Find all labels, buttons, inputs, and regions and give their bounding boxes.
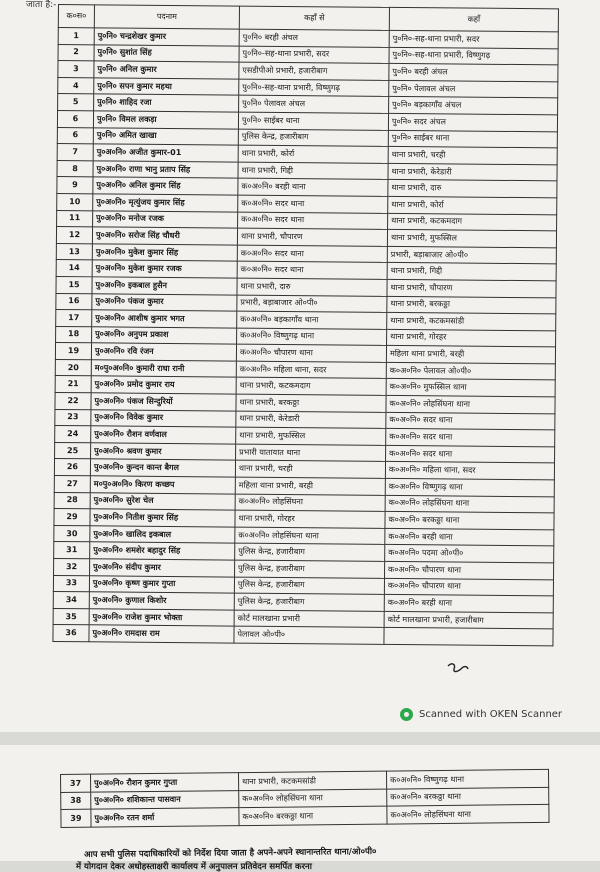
to-cell xyxy=(384,628,553,646)
serial-no-cell: 6 xyxy=(57,110,93,127)
transfer-table-continued xyxy=(60,769,550,828)
to-cell: क०अ०नि० विष्णुगढ़ थाना xyxy=(385,478,554,496)
from-cell: क०अ०नि० लोहसिंघना थाना xyxy=(235,527,385,545)
from-cell: पु०नि० साईबर थाना xyxy=(238,112,388,130)
designation-cell: पु०नि० सुशांत सिंह xyxy=(94,44,239,62)
to-cell: क०अ०नि० चौपारण थाना xyxy=(384,578,553,596)
to-cell: क०अ०नि० लोहसिंघना थाना xyxy=(386,395,555,413)
from-cell: क०अ०नि० विष्णुगढ़ थाना xyxy=(237,328,387,346)
header-designation: पदनाम xyxy=(94,5,239,29)
from-cell: थाना प्रभारी, मुफस्सिल xyxy=(236,427,386,445)
to-cell: क०अ०नि० विष्णुगढ़ थाना xyxy=(386,769,548,788)
serial-no-cell: 30 xyxy=(54,525,90,542)
designation-cell: पु०अ०नि० प्रमोद कुमार राय xyxy=(91,376,236,394)
from-cell: क०अ०नि० सदर थाना xyxy=(237,245,387,263)
serial-no-cell: 15 xyxy=(56,276,92,293)
from-cell: पुलिस केन्द्र, हजारीबाग xyxy=(234,577,384,595)
signature-mark-icon xyxy=(446,660,470,676)
to-cell: कोर्ट मालखाना प्रभारी, हजारीबाग xyxy=(384,611,553,629)
to-cell: थाना प्रभारी, गोरहर xyxy=(387,329,556,347)
serial-no-cell: 35 xyxy=(53,608,89,625)
to-cell: क०अ०नि० सदर थाना xyxy=(386,445,555,463)
designation-cell: पु०अ०नि० पंकज सिन्दुरियों xyxy=(91,393,236,411)
to-cell: थाना प्रभारी, मुफस्सिल xyxy=(387,230,556,248)
from-cell: क०अ०नि० बरही थाना xyxy=(238,178,388,196)
from-cell: थाना प्रभारी, गिद्दी xyxy=(238,162,388,180)
designation-cell: पु०नि० विमल लकड़ा xyxy=(93,111,238,129)
to-cell: क०अ०नि० महिला थाना, सदर xyxy=(385,462,554,480)
to-cell: क०अ०नि० पेलावल ओ०पी० xyxy=(386,362,555,380)
to-cell: थाना प्रभारी, कटकमसांडी xyxy=(387,312,556,330)
to-cell: क०अ०नि० बरही थाना xyxy=(384,595,553,613)
from-cell: थाना प्रभारी, कटकमसांडी xyxy=(238,771,386,790)
serial-no-cell: 3 xyxy=(58,61,94,78)
to-cell: क०अ०नि० बरकठ्ठा थाना xyxy=(385,512,554,530)
from-cell: क०अ०नि० बरकठ्ठा थाना xyxy=(239,806,387,825)
transfer-table xyxy=(52,4,559,646)
designation-cell: पु०अ०नि० मुकेश कुमार रजक xyxy=(92,260,237,278)
from-cell: थाना प्रभारी, कटकमदाग xyxy=(236,378,386,396)
designation-cell: पु०अ०नि० आशीष कुमार भगत xyxy=(92,310,237,328)
serial-no-cell: 39 xyxy=(61,809,91,827)
serial-no-cell: 7 xyxy=(57,144,93,161)
from-cell: क०अ०नि० चौपारण थाना xyxy=(236,344,386,362)
serial-no-cell: 33 xyxy=(53,575,89,592)
from-cell: क०अ०नि० सदर थाना xyxy=(237,261,387,279)
from-cell: पुलिस केन्द्र, हजारीबाग xyxy=(238,129,388,147)
to-cell: पु०नि० पेलावल अंचल xyxy=(389,80,558,98)
header-to: कहाँ xyxy=(389,7,558,31)
serial-no-cell: 4 xyxy=(58,77,94,94)
to-cell: पु०नि० साईबर थाना xyxy=(388,130,557,148)
designation-cell: म०पु०अ०नि० कुमारी राधा रानी xyxy=(91,360,236,378)
oken-logo-icon xyxy=(400,708,413,721)
from-cell: क०अ०नि० लोहसिंघना xyxy=(235,494,385,512)
serial-no-cell: 12 xyxy=(56,227,92,244)
designation-cell: पु०अ०नि० अजीत कुमार-01 xyxy=(93,144,238,162)
to-cell: क०अ०नि० बरकठ्ठा थाना xyxy=(387,787,549,806)
to-cell: महिला थाना प्रभारी, बरही xyxy=(386,346,555,364)
scanned-page-2 xyxy=(0,745,600,872)
from-cell: थाना प्रभारी, दारु xyxy=(237,278,387,296)
from-cell: प्रभारी, बड़ाबाजार ओ०पी० xyxy=(237,295,387,313)
from-cell: थाना प्रभारी, चरही xyxy=(235,461,385,479)
to-cell: थाना प्रभारी, गिद्दी xyxy=(387,263,556,281)
designation-cell: पु०अ०नि० रतन शर्मा xyxy=(91,808,239,827)
serial-no-cell: 24 xyxy=(55,426,91,443)
from-cell: पु०नि०-सह-थाना प्रभारी, विष्णुगढ़ xyxy=(239,79,389,97)
to-cell: क०अ०नि० लोहसिंघना थाना xyxy=(387,804,549,823)
to-cell: क०अ०नि० लोहसिंघना थाना xyxy=(385,495,554,513)
to-cell: पु०नि०-सह-थाना प्रभारी, विष्णुगढ़ xyxy=(389,47,558,65)
to-cell: क०अ०नि० चौपारण थाना xyxy=(385,561,554,579)
from-cell: क०अ०नि० बड़कागाँव थाना xyxy=(237,311,387,329)
to-cell: पु०नि० बड़कागाँव अंचल xyxy=(389,97,558,115)
to-cell: क०अ०नि० मुफस्सिल थाना xyxy=(386,379,555,397)
header-serial-no: क०स० xyxy=(58,5,94,28)
from-cell: पुलिस केन्द्र, हजारीबाग xyxy=(235,543,385,561)
from-cell: थाना प्रभारी, गोरहर xyxy=(235,510,385,528)
to-cell: थाना प्रभारी, कोर्रा xyxy=(388,196,557,214)
instruction-line-2: में योगदान देकर अधोहस्ताक्षरी कार्यालय में अनुपालन प्रतिवेदन समर्पित करना xyxy=(76,862,312,872)
designation-cell: पु०नि० अमित खाखा xyxy=(93,127,238,145)
to-cell: क०अ०नि० सदर थाना xyxy=(386,412,555,430)
designation-cell: पु०अ०नि० रौशन कुमार गुप्ता xyxy=(91,773,239,792)
table-row xyxy=(61,804,549,827)
from-cell: क०अ०नि० लोहसिंघना थाना xyxy=(239,789,387,808)
designation-cell: पु०अ०नि० सुरेश चेल xyxy=(90,492,235,510)
serial-no-cell: 32 xyxy=(54,558,90,575)
from-cell: पेलावल ओ०पी० xyxy=(234,626,384,644)
serial-no-cell: 23 xyxy=(55,409,91,426)
designation-cell: पु०अ०नि० इकबाल हुसैन xyxy=(92,277,237,295)
from-cell: थाना प्रभारी, बरकठ्ठा xyxy=(236,394,386,412)
serial-no-cell: 29 xyxy=(54,509,90,526)
from-cell: क०अ०नि० सदर थाना xyxy=(238,212,388,230)
from-cell: थाना प्रभारी, चौपारण xyxy=(237,228,387,246)
from-cell: पु०नि० पेलावल अंचल xyxy=(239,95,389,113)
serial-no-cell: 22 xyxy=(55,393,91,410)
designation-cell: पु०नि० चन्द्रशेखर कुमार xyxy=(94,28,239,46)
from-cell: पु०नि० बरही अंचल xyxy=(239,29,389,47)
designation-cell: पु०नि० सपन कुमार महथा xyxy=(94,78,239,96)
serial-no-cell: 21 xyxy=(55,376,91,393)
to-cell: प्रभारी, बड़ाबाजार ओ०पी० xyxy=(387,246,556,264)
designation-cell: पु०अ०नि० कुणाल किशोर xyxy=(89,592,234,610)
serial-no-cell: 34 xyxy=(53,592,89,609)
designation-cell: पु०अ०नि० मनोज रजक xyxy=(93,210,238,228)
designation-cell: पु०अ०नि० खालिद इकबाल xyxy=(90,526,235,544)
designation-cell: पु०अ०नि० शशिकान्त पासवान xyxy=(91,790,239,809)
serial-no-cell: 27 xyxy=(54,476,90,493)
serial-no-cell: 9 xyxy=(57,177,93,194)
designation-cell: पु०अ०नि० पंकज कुमार xyxy=(92,293,237,311)
from-cell: महिला थाना प्रभारी, बरही xyxy=(235,477,385,495)
designation-cell: पु०अ०नि० मुकेश कुमार सिंह xyxy=(92,244,237,262)
serial-no-cell: 19 xyxy=(55,343,91,360)
table-row xyxy=(53,625,553,646)
designation-cell: पु०अ०नि० नितीश कुमार सिंह xyxy=(90,509,235,527)
from-cell: क०अ०नि० महिला थाना, सदर xyxy=(236,361,386,379)
from-cell: थाना प्रभारी, केरेडारी xyxy=(236,411,386,429)
serial-no-cell: 31 xyxy=(54,542,90,559)
serial-no-cell: 1 xyxy=(58,28,94,45)
serial-no-cell: 17 xyxy=(56,310,92,327)
to-cell: पु०नि० बरही अंचल xyxy=(389,64,558,82)
serial-no-cell: 8 xyxy=(57,160,93,177)
serial-no-cell: 14 xyxy=(56,260,92,277)
designation-cell: पु०अ०नि० अनिल कुमार सिंह xyxy=(93,177,238,195)
serial-no-cell: 2 xyxy=(58,44,94,61)
to-cell: थाना प्रभारी, केरेडारी xyxy=(388,163,557,181)
serial-no-cell: 38 xyxy=(61,792,91,810)
designation-cell: पु०अ०नि० राणा भानु प्रताप सिंह xyxy=(93,161,238,179)
from-cell: पु०नि०-सह-थाना प्रभारी, सदर xyxy=(239,46,389,64)
designation-cell: पु०अ०नि० राजेश कुमार भोक्ता xyxy=(89,609,234,627)
to-cell: पु०नि०-सह-थाना प्रभारी, सदर xyxy=(389,30,558,48)
top-note: जाता है:- xyxy=(26,0,57,10)
designation-cell: पु०नि० शाहिद रजा xyxy=(94,94,239,112)
designation-cell: पु०अ०नि० विवेक कुमार xyxy=(91,409,236,427)
serial-no-cell: 36 xyxy=(53,625,89,642)
scanner-label: Scanned with OKEN Scanner xyxy=(419,709,563,720)
designation-cell: पु०अ०नि० कृष्ण कुमार गुप्ता xyxy=(89,575,234,593)
to-cell: क०अ०नि० सदर थाना xyxy=(386,429,555,447)
from-cell: पुलिस केन्द्र, हजारीबाग xyxy=(235,560,385,578)
designation-cell: पु०अ०नि० रवि रंजन xyxy=(91,343,236,361)
to-cell: थाना प्रभारी, कटकमदाग xyxy=(388,213,557,231)
header-from: कहाँ से xyxy=(239,6,389,30)
designation-cell: पु०अ०नि० मृत्युंजय कुमार सिंह xyxy=(93,194,238,212)
to-cell: पु०नि० सदर अंचल xyxy=(388,113,557,131)
from-cell: एसडीपीओ प्रभारी, हजारीबाग xyxy=(239,62,389,80)
to-cell: थाना प्रभारी, दारु xyxy=(388,180,557,198)
designation-cell: पु०अ०नि० अनुपम प्रकाश xyxy=(92,326,237,344)
serial-no-cell: 37 xyxy=(61,774,91,792)
designation-cell: पु०नि० अनिल कुमार xyxy=(94,61,239,79)
from-cell: पुलिस केन्द्र, हजारीबाग xyxy=(234,593,384,611)
transfer-table-body xyxy=(53,28,558,646)
instruction-line-1: आप सभी पुलिस पदाधिकारियों को निर्देश दिया जाता है अपने-अपने स्थानान्तरित थाना/ओ०पी० xyxy=(84,846,377,860)
to-cell: क०अ०नि० पदमा ओ०पी० xyxy=(385,545,554,563)
from-cell: थाना प्रभारी, कोर्रा xyxy=(238,145,388,163)
serial-no-cell: 26 xyxy=(54,459,90,476)
designation-cell: पु०अ०नि० कुन्दन कान्त बैगल xyxy=(90,459,235,477)
serial-no-cell: 28 xyxy=(54,492,90,509)
designation-cell: पु०अ०नि० श्रवण कुमार xyxy=(91,443,236,461)
from-cell: क०अ०नि० सदर थाना xyxy=(238,195,388,213)
serial-no-cell: 6 xyxy=(57,127,93,144)
from-cell: प्रभारी यातायात थाना xyxy=(236,444,386,462)
to-cell: थाना प्रभारी, चरही xyxy=(388,147,557,165)
serial-no-cell: 13 xyxy=(56,243,92,260)
serial-no-cell: 10 xyxy=(57,193,93,210)
designation-cell: पु०अ०नि० सरोज सिंह चौधरी xyxy=(92,227,237,245)
designation-cell: पु०अ०नि० संदीप कुमार xyxy=(90,559,235,577)
to-cell: थाना प्रभारी, चौपारण xyxy=(387,279,556,297)
to-cell: थाना प्रभारी, बरकठ्ठा xyxy=(387,296,556,314)
designation-cell: पु०अ०नि० शमशेर बहादुर सिंह xyxy=(90,542,235,560)
serial-no-cell: 18 xyxy=(56,326,92,343)
serial-no-cell: 5 xyxy=(58,94,94,111)
serial-no-cell: 11 xyxy=(57,210,93,227)
scanner-watermark xyxy=(400,708,562,721)
from-cell: कोर्ट मालखाना प्रभारी xyxy=(234,610,384,628)
serial-no-cell: 16 xyxy=(56,293,92,310)
designation-cell: म०पु०अ०नि० किरण कच्छप xyxy=(90,476,235,494)
designation-cell: पु०अ०नि० रौशन वर्णवाल xyxy=(91,426,236,444)
to-cell: क०अ०नि० बरही थाना xyxy=(385,528,554,546)
serial-no-cell: 25 xyxy=(55,442,91,459)
transfer-table-continued-body xyxy=(61,769,550,827)
serial-no-cell: 20 xyxy=(55,359,91,376)
designation-cell: पु०अ०नि० रामदास राम xyxy=(89,625,234,643)
